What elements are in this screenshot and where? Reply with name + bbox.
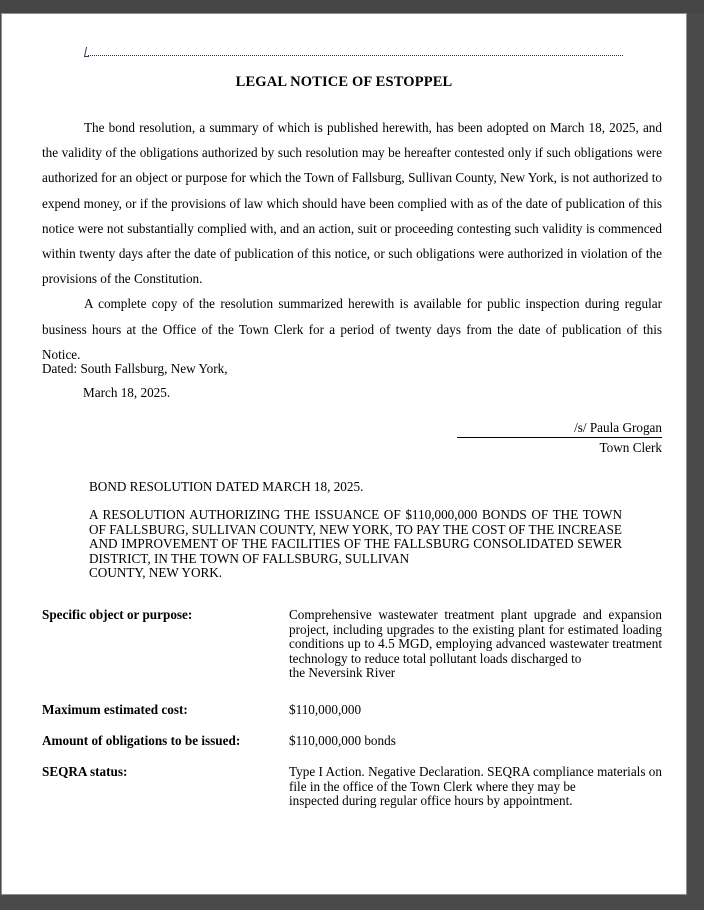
signature-block <box>457 419 662 456</box>
field-row <box>42 703 662 718</box>
header-dotted-rule <box>85 47 623 59</box>
dated-line-place: Dated: South Fallsburg, New York, <box>42 361 228 376</box>
field-label-specific-object: Specific object or purpose: <box>42 607 193 622</box>
field-label-maximum-cost: Maximum estimated cost: <box>42 701 188 717</box>
resolution-fields <box>42 608 662 823</box>
dated-block <box>42 357 442 405</box>
resolution-title-body: A RESOLUTION AUTHORIZING THE ISSUANCE OF $110,000,000 BONDS OF THE TOWN OF FALLSBURG, SULLIVAN COUNTY, NEW YORK, TO PAY THE COST OF THE INCREASE AND IMPROVEMENT OF THE FACILITIES OF THE FALLSBURG CONSOLIDATED SEWER DISTRICT, IN THE TOWN OF FALLSBURG, SULLIVAN <box>89 507 622 566</box>
rule-dots <box>88 55 623 56</box>
field-value-seqra-status <box>289 765 662 809</box>
field-value-body: Comprehensive wastewater treatment plant upgrade and expansion project, including upgrades to the existing plant for estimated loading conditions up to 4.5 MGD, employing advanced wastewater treatment technology to reduce total pollutant loads discharged to <box>289 607 662 666</box>
notice-paragraph-2: A complete copy of the resolution summarized herewith is available for public inspection during regular business hours at the Office of the Town Clerk for a period of twenty days from the date of publication of this Notice. <box>42 296 662 362</box>
field-value-specific-object <box>289 608 662 681</box>
notice-body <box>42 115 662 367</box>
signature-name: /s/ Paula Grogan <box>457 419 662 438</box>
field-row <box>42 734 662 749</box>
viewer-top-bar <box>0 0 704 13</box>
field-value-last-line: inspected during regular office hours by appointment. <box>289 793 573 809</box>
field-value-last-line: the Neversink River <box>289 665 396 681</box>
field-row <box>42 608 662 681</box>
notice-paragraph-1: The bond resolution, a summary of which is published herewith, has been adopted on March 18, 2025, and the validity of the obligations authorized by such resolution may be hereafter contested only if such obligations were authorized for an object or purpose for which the Town of Fallsburg, Sullivan County, New York, is not authorized to expend money, or if the provisions of law which should have been complied with as of the date of publication of this notice were not substantially complied with, and an action, suit or proceeding contesting such validity is commenced within twenty days after the date of publication of this notice, or such obligations were authorized in violation of the provisions of the Constitution. <box>42 120 662 287</box>
signature-title: Town Clerk <box>599 440 662 455</box>
dated-line-date: March 18, 2025. <box>83 385 171 400</box>
field-row <box>42 765 662 809</box>
document-page <box>1 13 687 895</box>
resolution-title-last-line: COUNTY, NEW YORK. <box>89 565 223 581</box>
page-title: LEGAL NOTICE OF ESTOPPEL <box>235 74 453 90</box>
field-label-seqra-status: SEQRA status: <box>42 764 128 780</box>
field-value-amount-obligations: $110,000,000 bonds <box>289 732 396 748</box>
resolution-date-heading: BOND RESOLUTION DATED MARCH 18, 2025. <box>89 479 364 494</box>
field-value-maximum-cost: $110,000,000 <box>289 701 362 717</box>
field-value-body: Type I Action. Negative Declaration. SEQRA compliance materials on file in the office of the Town Clerk where they may be <box>289 764 662 794</box>
field-label-amount-obligations: Amount of obligations to be issued: <box>42 732 241 748</box>
resolution-title <box>89 508 622 581</box>
